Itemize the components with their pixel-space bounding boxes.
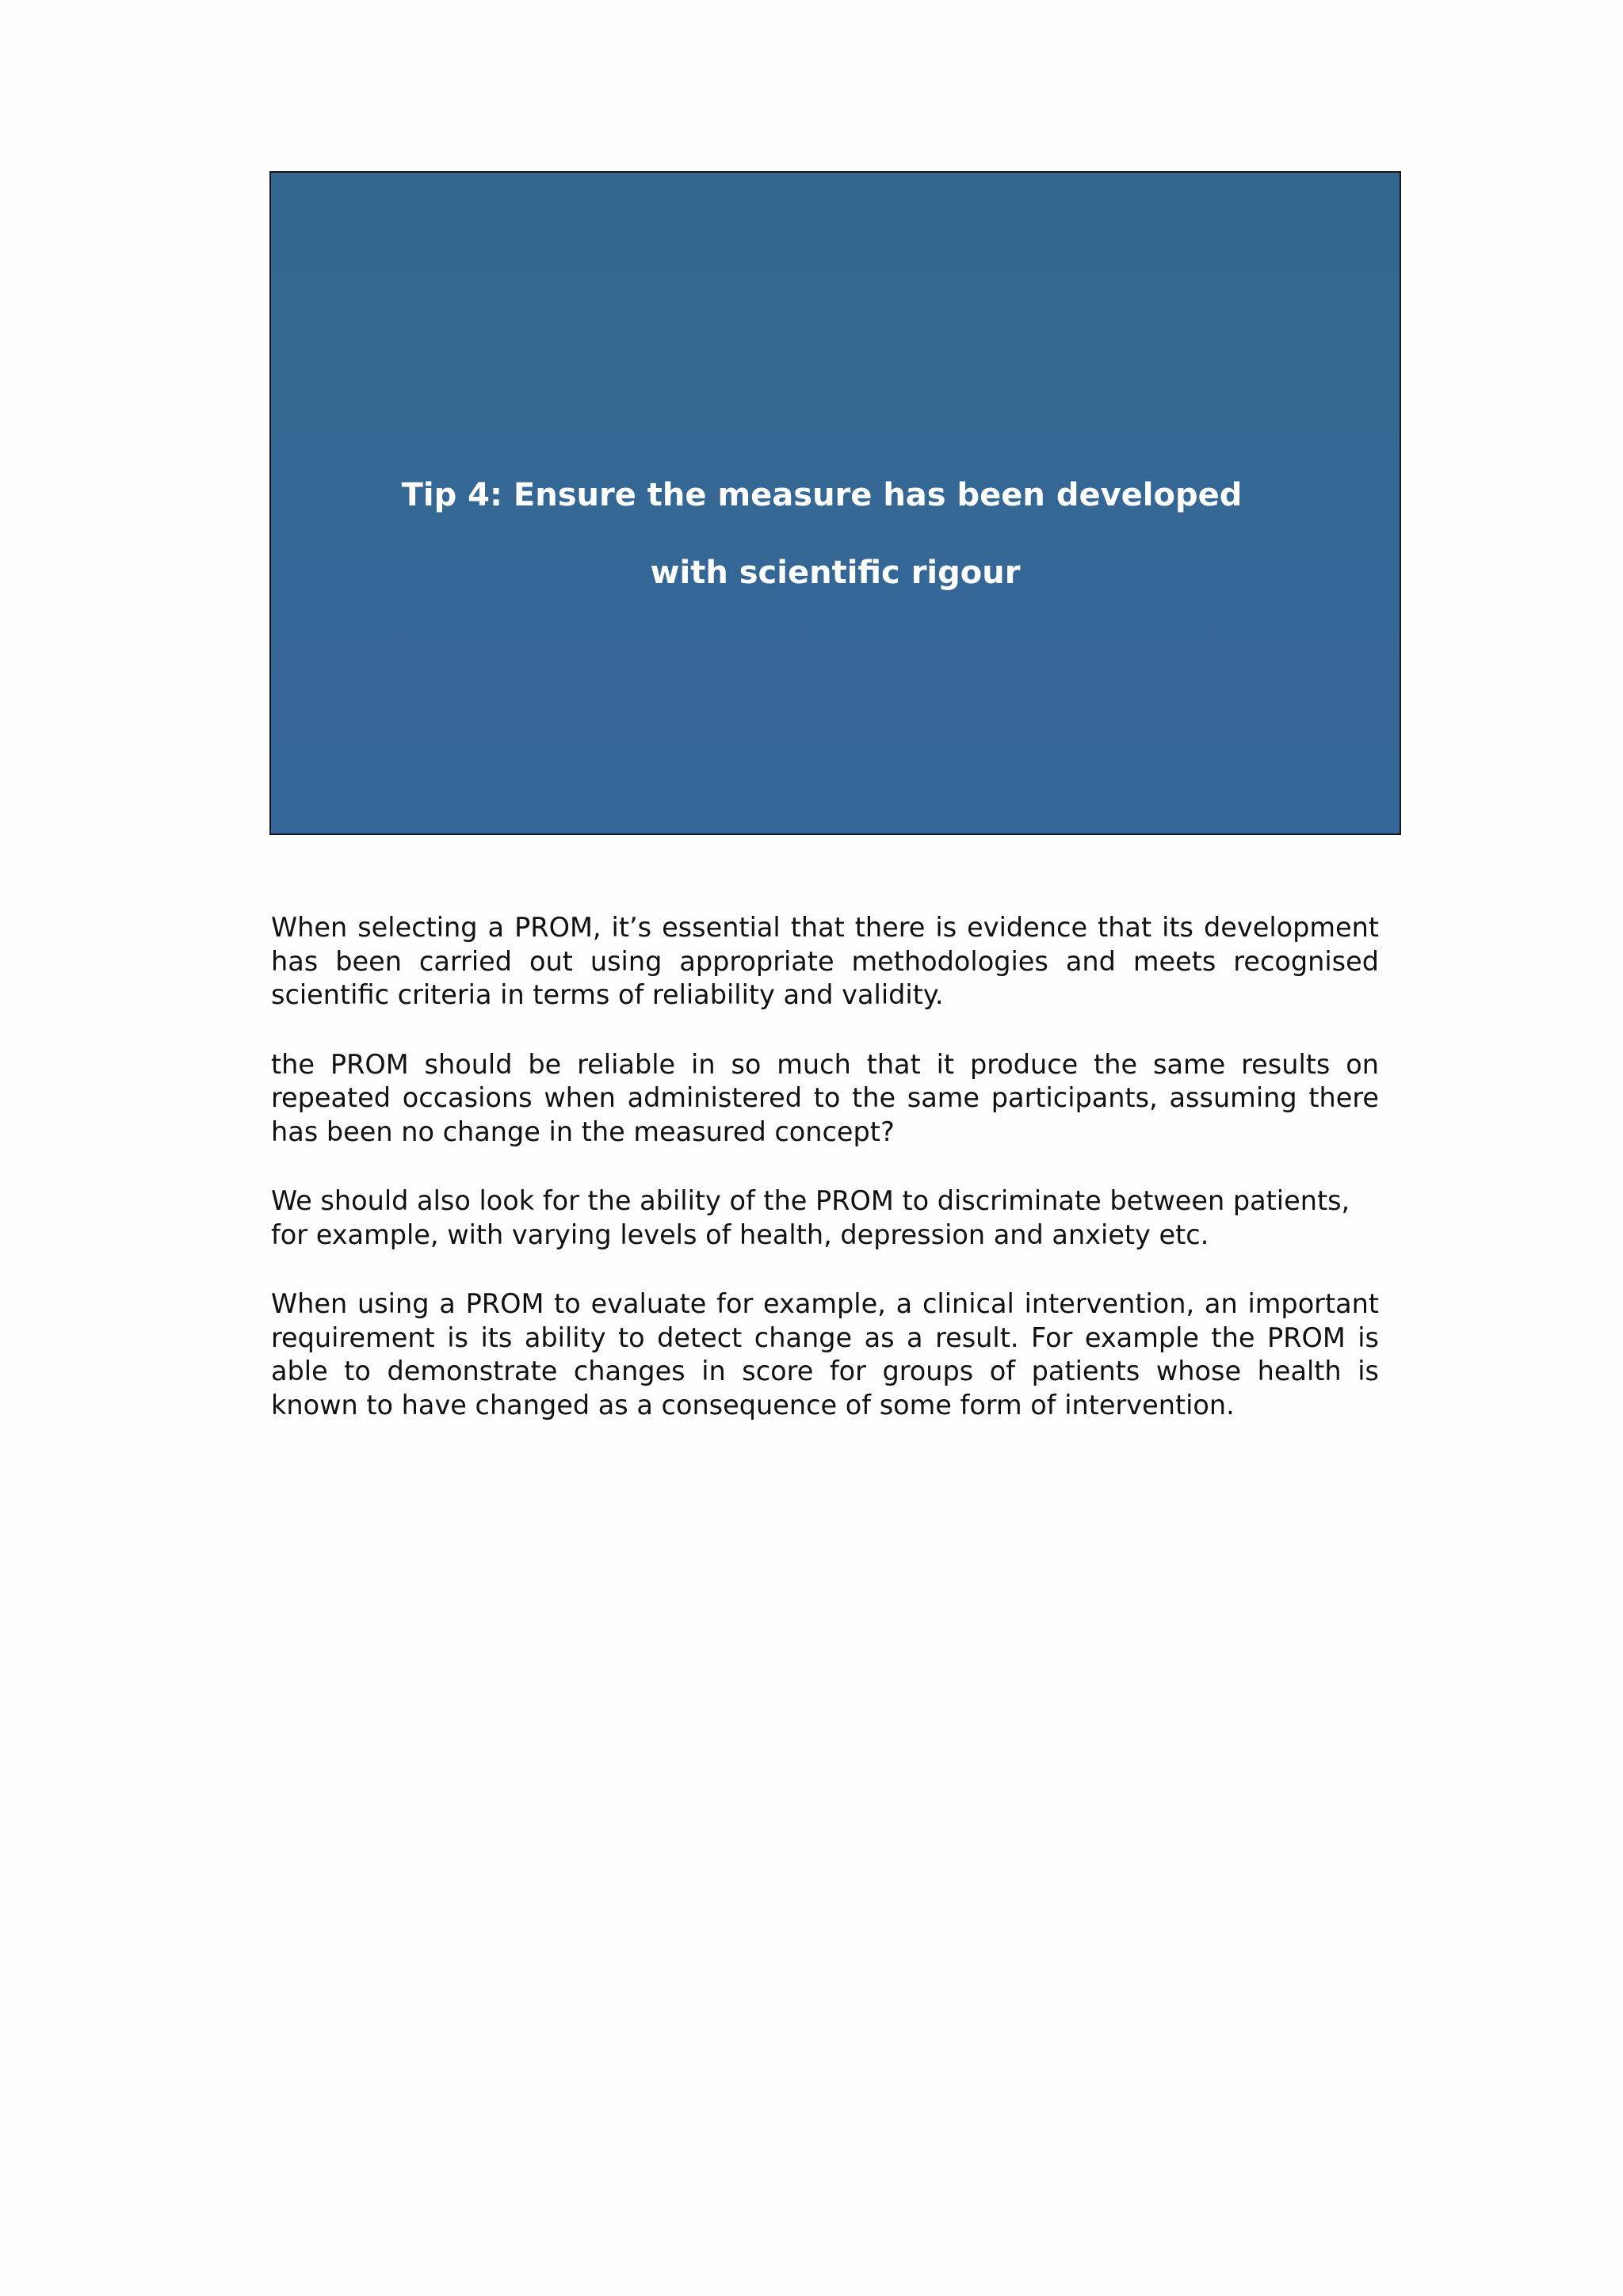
paragraph-reliability: the PROM should be reliable in so much that it produce the same results on repeated occasions when administered to the same participants, assuming there has been no change in the measured concept?: [271, 1048, 1379, 1147]
paragraph-discrimination: We should also look for the ability of the PROM to discriminate between patients, for example, with varying levels of health, depression and anxiety etc.: [271, 1185, 1350, 1250]
tip-banner: [269, 171, 1401, 835]
tip-title-line-1: Tip 4: Ensure the measure has been developed: [401, 477, 1243, 513]
paragraph-responsiveness: When using a PROM to evaluate for example, a clinical intervention, an important requirement is its ability to detect change as a result. For example the PROM is able to demonstrate changes in score for groups of patients whose health is known to have changed as a consequence of some form of intervention.: [271, 1288, 1379, 1421]
paragraph-selection-evidence: When selecting a PROM, it’s essential that there is evidence that its development has been carried out using appropriate methodologies and meets recognised scientific criteria in terms of reliability and validity.: [271, 912, 1379, 1010]
tip-title: [271, 456, 1400, 612]
tip-title-line-2: with scientific rigour: [650, 555, 1021, 591]
body-text: [271, 911, 1379, 1458]
